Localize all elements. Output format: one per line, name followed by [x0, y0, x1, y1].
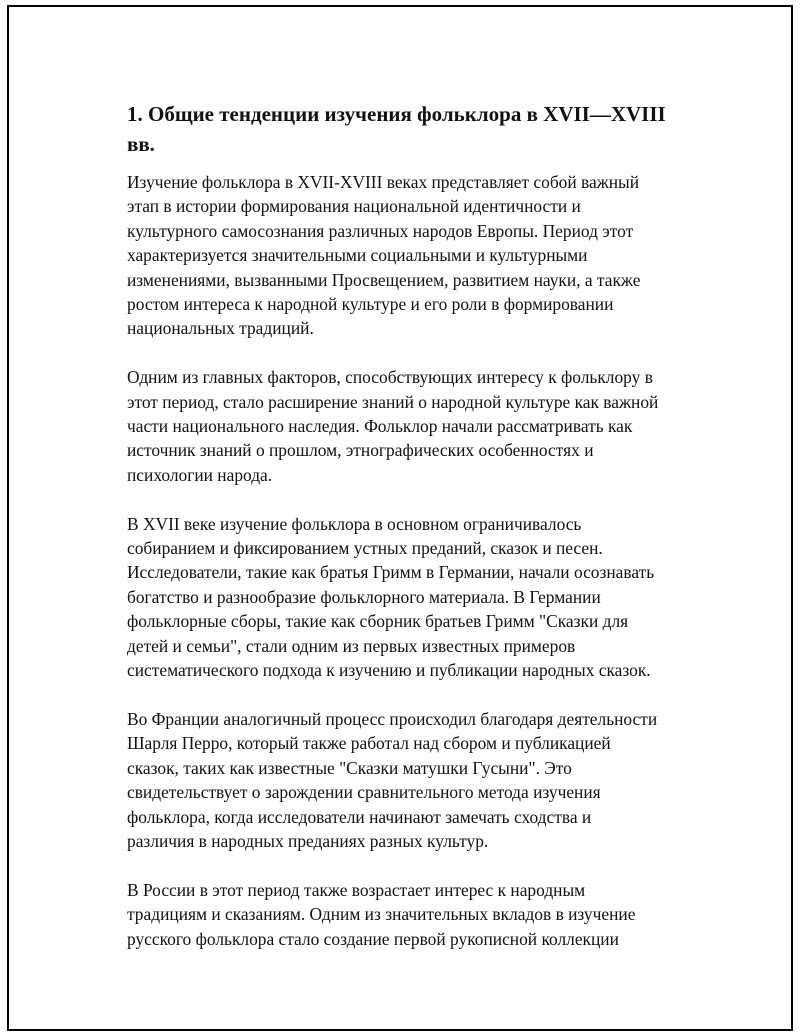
text-line: этот период, стало расширение знаний о народной культуре как важной [127, 391, 659, 412]
text-line: характеризуется значительными социальными и культурными [127, 245, 588, 266]
text-line: изменениями, вызванными Просвещением, развитием науки, а также [127, 269, 641, 290]
text-line: этап в истории формирования национальной идентичности и [127, 196, 581, 217]
text-line: Шарля Перро, который также работал над сбором и публикацией [127, 733, 611, 754]
paragraph-5 [127, 878, 707, 951]
text-line: различия в народных преданиях разных культур. [127, 830, 489, 851]
text-line: В России в этот период также возрастает интерес к народным [127, 879, 586, 900]
text-line: культурного самосознания различных народов Европы. Период этот [127, 220, 634, 241]
text-line: русского фольклора стало создание первой рукописной коллекции [127, 928, 619, 949]
text-line: Одним из главных факторов, способствующих интересу к фольклору в [127, 367, 653, 388]
heading-line: вв. [127, 132, 155, 156]
text-line: национальных традиций. [127, 318, 314, 339]
text-line: Исследователи, такие как братья Гримм в Германии, начали осознавать [127, 562, 655, 583]
paragraph-3 [127, 512, 707, 683]
text-line: фольклорные сборы, такие как сборник братьев Гримм "Сказки для [127, 611, 629, 632]
text-line: ростом интереса к народной культуре и его роли в формировании [127, 294, 614, 315]
text-line: традициям и сказаниям. Одним из значительных вкладов в изучение [127, 904, 636, 925]
text-line: части национального наследия. Фольклор начали рассматривать как [127, 416, 633, 437]
text-line: систематического подхода к изучению и публикации народных сказок. [127, 660, 651, 681]
text-line: Изучение фольклора в XVII-XVIII веках представляет собой важный [127, 172, 640, 192]
text-line: фольклора, когда исследователи начинают замечать сходства и [127, 806, 592, 827]
section-heading [127, 99, 707, 159]
text-line: психологии народа. [127, 464, 273, 485]
text-line: источник знаний о прошлом, этнографических особенностях и [127, 440, 594, 461]
paragraph-4 [127, 707, 707, 853]
text-line: детей и семьи", стали одним из первых известных примеров [127, 635, 576, 656]
text-line: Во Франции аналогичный процесс происходил благодаря деятельности [127, 708, 658, 729]
paragraph-1 [127, 170, 707, 341]
paragraph-2 [127, 365, 707, 487]
page-frame [7, 5, 793, 1031]
text-line: сказок, таких как известные "Сказки матушки Гусыни". Это [127, 757, 572, 778]
text-line: богатство и разнообразие фольклорного материала. В Германии [127, 586, 601, 607]
text-line: свидетельствует о зарождении сравнительного метода изучения [127, 782, 601, 803]
text-line: В XVII веке изучение фольклора в основном ограничивалось [127, 513, 582, 534]
text-line: собиранием и фиксированием устных преданий, сказок и песен. [127, 538, 603, 559]
document-body [127, 99, 707, 975]
heading-line: 1. Общие тенденции изучения фольклора в XVII—XVIII [127, 102, 666, 126]
